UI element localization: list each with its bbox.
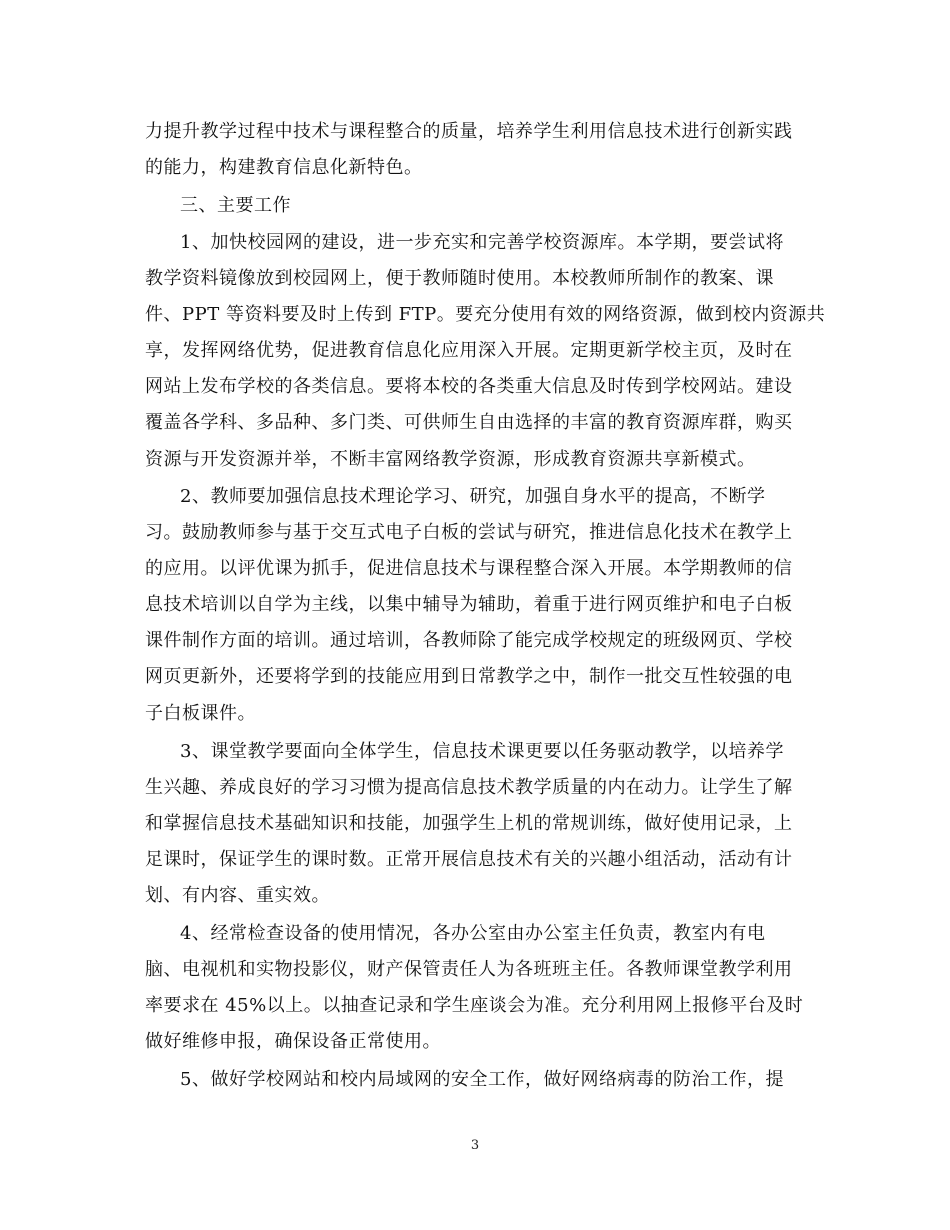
paragraph-line: 率要求在 45%以上。以抽查记录和学生座谈会为准。充分利用网上报修平台及时 [145, 995, 804, 1016]
paragraph-line: 覆盖各学科、多品种、多门类、可供师生自由选择的丰富的教育资源库群，购买 [145, 412, 793, 433]
paragraph-line: 5、做好学校网站和校内局域网的安全工作，做好网络病毒的防治工作，提 [180, 1069, 784, 1090]
paragraph-line: 教学资料镜像放到校园网上，便于教师随时使用。本校教师所制作的教案、课 [145, 268, 774, 289]
paragraph-line: 4、经常检查设备的使用情况，各办公室由办公室主任负责，教室内有电 [180, 923, 766, 944]
paragraph-line: 力提升教学过程中技术与课程整合的质量，培养学生利用信息技术进行创新实践 [145, 121, 793, 142]
paragraph-line: 资源与开发资源并举，不断丰富网络教学资源，形成教育资源共享新模式。 [145, 449, 756, 470]
paragraph-line: 3、课堂教学要面向全体学生，信息技术课更要以任务驱动教学，以培养学 [180, 741, 784, 762]
paragraph-line: 的应用。以评优课为抓手，促进信息技术与课程整合深入开展。本学期教师的信 [145, 558, 793, 579]
paragraph-line: 件、PPT 等资料要及时上传到 FTP。要充分使用有效的网络资源，做到校内资源共 [145, 304, 826, 325]
paragraph-line: 生兴趣、养成良好的学习习惯为提高信息技术教学质量的内在动力。让学生了解 [145, 777, 793, 798]
paragraph-line: 息技术培训以自学为主线，以集中辅导为辅助，着重于进行网页维护和电子白板 [145, 594, 793, 615]
section-heading: 三、主要工作 [180, 195, 291, 216]
paragraph-line: 的能力，构建教育信息化新特色。 [145, 157, 423, 178]
paragraph-line: 课件制作方面的培训。通过培训，各教师除了能完成学校规定的班级网页、学校 [145, 630, 793, 651]
paragraph-line: 脑、电视机和实物投影仪，财产保管责任人为各班班主任。各教师课堂教学利用 [145, 959, 793, 980]
paragraph-line: 习。鼓励教师参与基于交互式电子白板的尝试与研究，推进信息化技术在教学上 [145, 522, 793, 543]
paragraph-line: 足课时，保证学生的课时数。正常开展信息技术有关的兴趣小组活动，活动有计 [145, 849, 793, 870]
paragraph-line: 享，发挥网络优势，促进教育信息化应用深入开展。定期更新学校主页，及时在 [145, 340, 793, 361]
paragraph-line: 网站上发布学校的各类信息。要将本校的各类重大信息及时传到学校网站。建设 [145, 376, 793, 397]
paragraph-line: 1、加快校园网的建设，进一步充实和完善学校资源库。本学期，要尝试将 [180, 232, 784, 253]
paragraph-line: 和掌握信息技术基础知识和技能，加强学生上机的常规训练，做好使用记录，上 [145, 813, 793, 834]
paragraph-line: 网页更新外，还要将学到的技能应用到日常教学之中，制作一批交互性较强的电 [145, 666, 793, 687]
page-number: 3 [470, 1138, 480, 1153]
paragraph-line: 划、有内容、重实效。 [145, 885, 330, 906]
paragraph-line: 做好维修申报，确保设备正常使用。 [145, 1031, 441, 1052]
paragraph-line: 2、教师要加强信息技术理论学习、研究，加强自身水平的提高，不断学 [180, 486, 766, 507]
paragraph-line: 子白板课件。 [145, 703, 256, 724]
